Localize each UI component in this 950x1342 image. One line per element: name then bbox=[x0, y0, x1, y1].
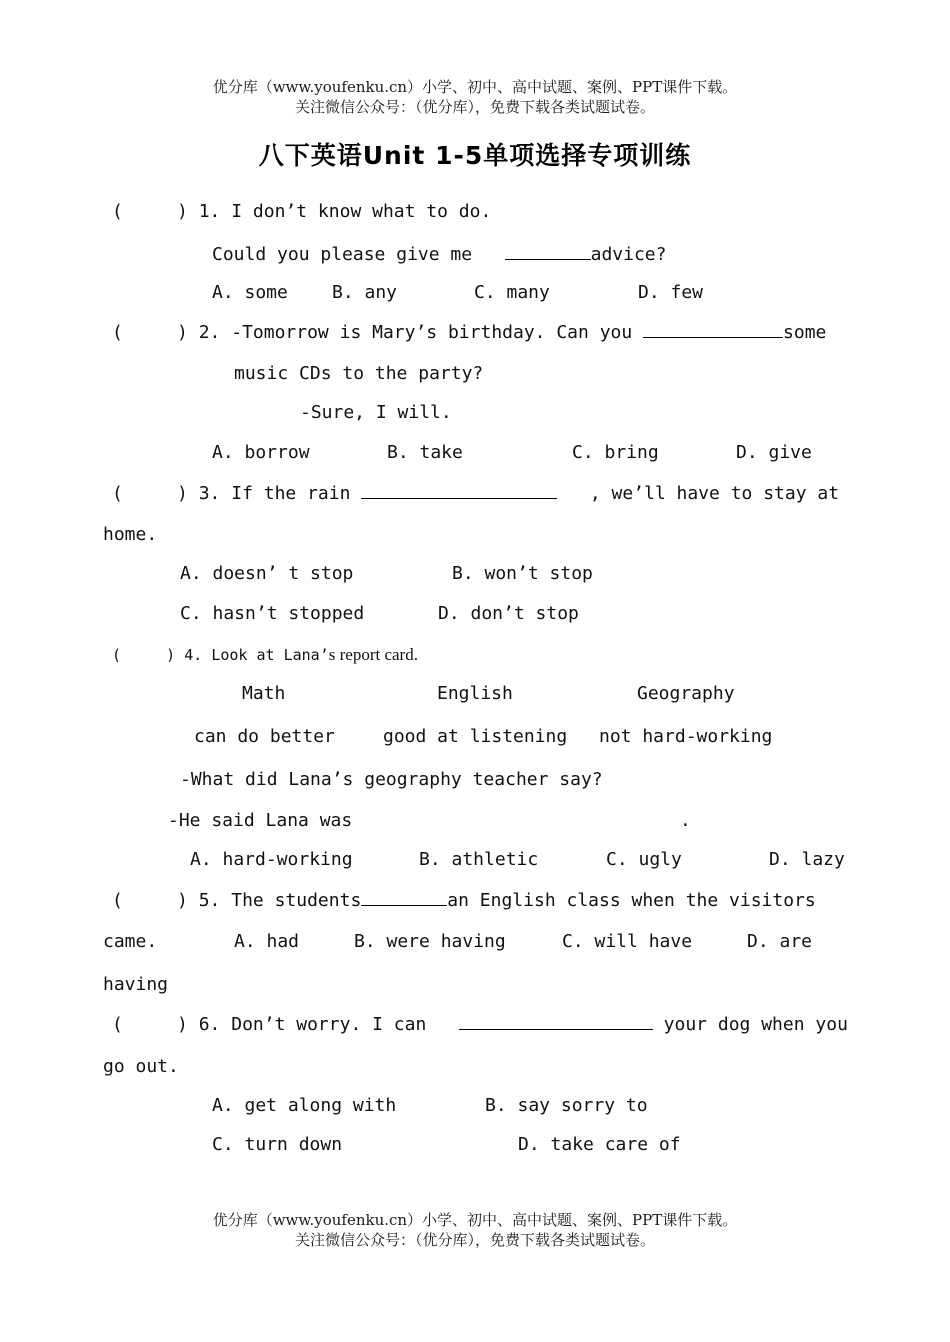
question-4-period: . bbox=[680, 810, 691, 831]
report-comment-math: can do better bbox=[194, 726, 335, 747]
option-a: A. hard-working bbox=[190, 849, 353, 870]
question-stem: Could you please give me bbox=[212, 244, 473, 265]
question-3-stem-2: home. bbox=[103, 524, 158, 545]
answer-paren: ( ) bbox=[112, 646, 176, 664]
answer-paren: ( ) bbox=[112, 322, 188, 343]
question-number: 6. bbox=[198, 1014, 221, 1035]
option-d: D. give bbox=[736, 442, 812, 463]
question-number: 4. bbox=[184, 646, 203, 664]
question-1-stem bbox=[212, 241, 666, 267]
report-comment-geography: not hard-working bbox=[599, 726, 773, 747]
question-5-line bbox=[112, 887, 816, 913]
option-d-continued: having bbox=[103, 974, 169, 995]
question-stem: The students bbox=[231, 890, 362, 911]
option-a: A. had bbox=[234, 931, 300, 952]
question-stem: advice? bbox=[590, 244, 667, 265]
question-number: 2. bbox=[198, 322, 221, 343]
question-2-reply: -Sure, I will. bbox=[300, 402, 452, 423]
report-subject-geography: Geography bbox=[637, 683, 735, 704]
report-comment-english: good at listening bbox=[383, 726, 568, 747]
answer-blank bbox=[505, 241, 591, 260]
option-b: B. say sorry to bbox=[485, 1095, 648, 1116]
question-6-stem-2: go out. bbox=[103, 1056, 179, 1077]
option-c: C. turn down bbox=[212, 1134, 343, 1155]
question-2-line bbox=[112, 319, 826, 345]
question-stem: an English class when the visitors bbox=[447, 890, 816, 911]
option-d: D. are bbox=[747, 931, 813, 952]
question-6-line bbox=[112, 1011, 848, 1037]
option-d: D. take care of bbox=[518, 1134, 681, 1155]
answer-blank bbox=[459, 1011, 653, 1030]
option-d: D. don’t stop bbox=[438, 603, 579, 624]
question-3-line bbox=[112, 480, 839, 506]
answer-blank bbox=[361, 480, 557, 499]
question-5-stem-2: came. bbox=[103, 931, 158, 952]
option-a: A. doesn’ t stop bbox=[180, 563, 354, 584]
option-c: C. hasn’t stopped bbox=[180, 603, 365, 624]
option-b: B. were having bbox=[354, 931, 506, 952]
option-c: C. will have bbox=[562, 931, 693, 952]
answer-blank bbox=[643, 319, 783, 338]
question-number: 5. bbox=[198, 890, 221, 911]
option-b: B. take bbox=[387, 442, 463, 463]
footer-line-1: 优分库（www.youfenku.cn）小学、初中、高中试题、案例、PPT课件下载。 bbox=[212, 1211, 738, 1229]
answer-paren: ( ) bbox=[112, 1014, 188, 1035]
question-stem: s report card. bbox=[328, 645, 418, 664]
option-b: B. any bbox=[332, 282, 398, 303]
footer-line-2: 关注微信公众号：（优分库），免费下载各类试题试卷。 bbox=[294, 1231, 655, 1249]
question-stem: , we’ll have to stay at bbox=[589, 483, 840, 504]
question-4-line bbox=[112, 643, 418, 667]
report-subject-english: English bbox=[437, 683, 513, 704]
option-b: B. won’t stop bbox=[452, 563, 593, 584]
question-4-prompt: -What did Lana’s geography teacher say? bbox=[180, 769, 603, 790]
header-line-2: 关注微信公众号：（优分库），免费下载各类试题试卷。 bbox=[294, 98, 655, 116]
header-line-1: 优分库（www.youfenku.cn）小学、初中、高中试题、案例、PPT课件下载。 bbox=[212, 78, 738, 96]
report-subject-math: Math bbox=[242, 683, 286, 704]
page-title: 八下英语Unit 1-5单项选择专项训练 bbox=[258, 141, 692, 170]
answer-paren: ( ) bbox=[112, 483, 188, 504]
answer-paren: ( ) bbox=[112, 201, 188, 222]
option-a: A. get along with bbox=[212, 1095, 397, 1116]
question-stem: If the rain bbox=[231, 483, 351, 504]
question-number: 3. bbox=[198, 483, 221, 504]
question-stem: Don’t worry. I can bbox=[231, 1014, 427, 1035]
option-c: C. bring bbox=[572, 442, 659, 463]
question-number: 1. bbox=[198, 201, 221, 222]
option-a: A. borrow bbox=[212, 442, 310, 463]
question-4-answer: -He said Lana was bbox=[168, 810, 353, 831]
question-stem: your dog when you bbox=[663, 1014, 848, 1035]
answer-paren: ( ) bbox=[112, 890, 188, 911]
question-1-line bbox=[112, 200, 491, 224]
option-b: B. athletic bbox=[419, 849, 539, 870]
option-c: C. ugly bbox=[606, 849, 682, 870]
question-2-stem-2: music CDs to the party? bbox=[234, 363, 484, 384]
question-stem: -Tomorrow is Mary’s birthday. Can you bbox=[231, 322, 633, 343]
question-stem: I don’t know what to do. bbox=[231, 201, 492, 222]
question-stem: Look at Lana’ bbox=[211, 646, 329, 664]
question-stem: some bbox=[783, 322, 827, 343]
option-d: D. few bbox=[638, 282, 704, 303]
option-d: D. lazy bbox=[769, 849, 845, 870]
answer-blank bbox=[361, 887, 447, 906]
option-c: C. many bbox=[474, 282, 550, 303]
option-a: A. some bbox=[212, 282, 288, 303]
